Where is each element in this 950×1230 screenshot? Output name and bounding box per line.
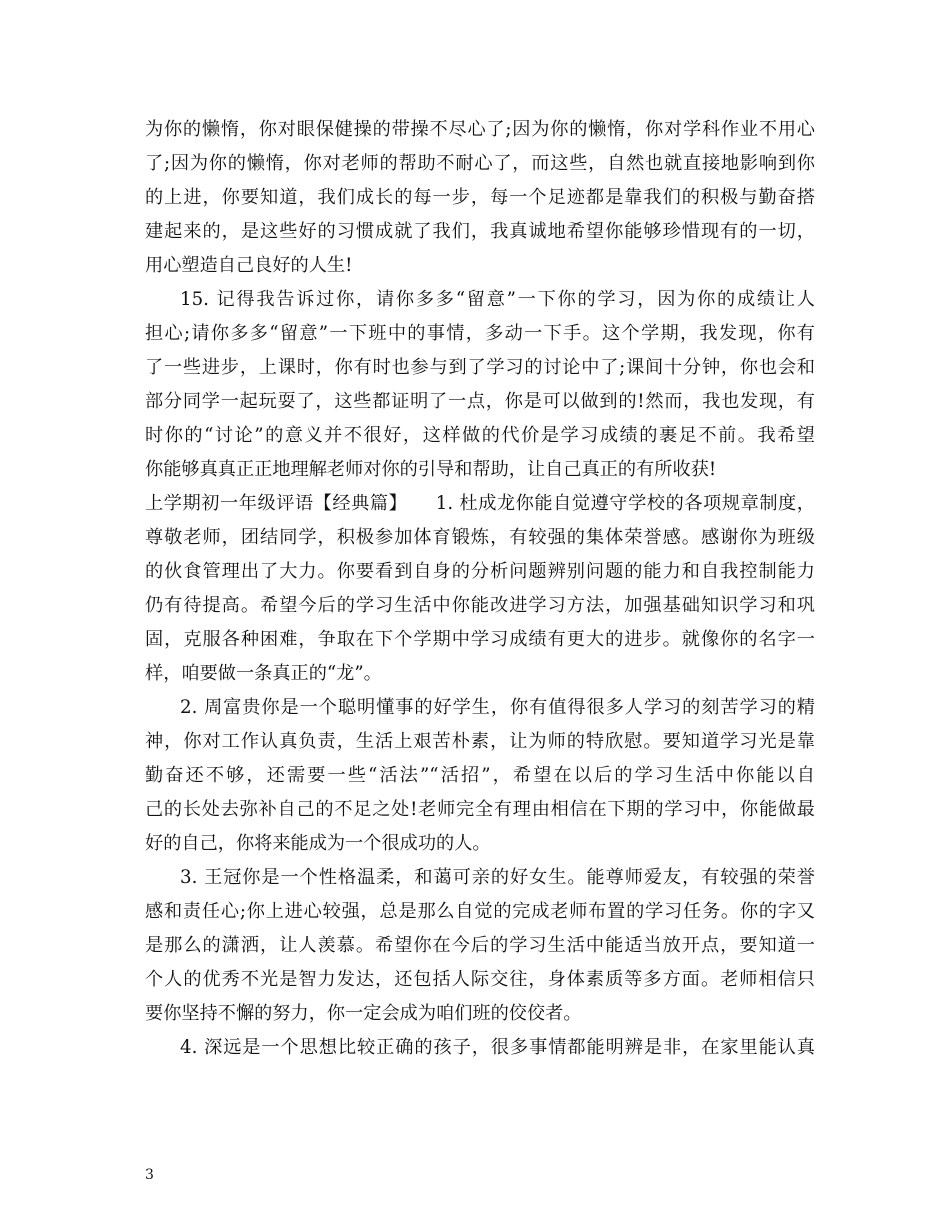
paragraph-4-start: 4. 深远是一个思想比较正确的孩子，很多事情都能明辨是非，在家里能认真 bbox=[180, 1037, 815, 1058]
text-line: 勤奋还不够，还需要一些“活法”“活招”，希望在以后的学习生活中你能以自 bbox=[145, 765, 815, 786]
text-line: 部分同学一起玩耍了，这些都证明了一点，你是可以做到的!然而，我也发现，有 bbox=[145, 391, 815, 412]
text-line: 用心塑造自己良好的人生! bbox=[145, 255, 353, 276]
text-line: 固，克服各种困难，争取在下个学期中学习成绩有更大的进步。就像你的名字一 bbox=[145, 629, 815, 650]
text-line: 的伙食管理出了大力。你要看到自身的分析问题辨别问题的能力和自我控制能力 bbox=[145, 561, 815, 582]
text-line: 担心;请你多多“留意”一下班中的事情，多动一下手。这个学期，我发现，你有 bbox=[145, 323, 815, 344]
section-heading-line: 上学期初一年级评语【经典篇】 1. 杜成龙你能自觉遵守学校的各项规章制度， bbox=[145, 493, 815, 514]
text-line: 感和责任心;你上进心较强，总是那么自觉的完成老师布置的学习任务。你的字又 bbox=[145, 901, 815, 922]
text-line: 神，你对工作认真负责，生活上艰苦朴素，让为师的特欣慰。要知道学习光是靠 bbox=[145, 731, 815, 752]
text-line: 好的自己，你将来能成为一个很成功的人。 bbox=[145, 833, 491, 854]
text-line: 了;因为你的懒惰，你对老师的帮助不耐心了，而这些，自然也就直接地影响到你 bbox=[145, 153, 815, 174]
text-line: 为你的懒惰，你对眼保健操的带操不尽心了;因为你的懒惰，你对学科作业不用心 bbox=[145, 119, 815, 140]
paragraph-15-start: 15. 记得我告诉过你，请你多多“留意”一下你的学习，因为你的成绩让人 bbox=[180, 289, 815, 310]
text-line: 的上进，你要知道，我们成长的每一步，每一个足迹都是靠我们的积极与勤奋搭 bbox=[145, 187, 815, 208]
text-line: 个人的优秀不光是智力发达，还包括人际交往，身体素质等多方面。老师相信只 bbox=[145, 969, 815, 990]
paragraph-2-start: 2. 周富贵你是一个聪明懂事的好学生，你有值得很多人学习的刻苦学习的精 bbox=[180, 697, 815, 718]
text-line: 是那么的潇洒，让人羡慕。希望你在今后的学习生活中能适当放开点，要知道一 bbox=[145, 935, 815, 956]
text-line: 样，咱要做一条真正的“龙”。 bbox=[145, 663, 382, 684]
text-line: 尊敬老师，团结同学，积极参加体育锻炼，有较强的集体荣誉感。感谢你为班级 bbox=[145, 527, 815, 548]
text-line: 了一些进步，上课时，你有时也参与到了学习的讨论中了;课间十分钟，你也会和 bbox=[145, 357, 815, 378]
text-line: 你能够真真正正地理解老师对你的引导和帮助，让自己真正的有所收获! bbox=[145, 459, 717, 480]
paragraph-3-start: 3. 王冠你是一个性格温柔，和蔼可亲的好女生。能尊师爱友，有较强的荣誉 bbox=[180, 867, 815, 888]
text-line: 时你的“讨论”的意义并不很好，这样做的代价是学习成绩的裹足不前。我希望 bbox=[145, 425, 815, 446]
text-line: 要你坚持不懈的努力，你一定会成为咱们班的佼佼者。 bbox=[145, 1003, 582, 1024]
page-number: 3 bbox=[145, 1167, 154, 1183]
text-line: 己的长处去弥补自己的不足之处!老师完全有理由相信在下期的学习中，你能做最 bbox=[145, 799, 815, 820]
text-line: 仍有待提高。希望今后的学习生活中你能改进学习方法，加强基础知识学习和巩 bbox=[145, 595, 815, 616]
text-line: 建起来的，是这些好的习惯成就了我们，我真诚地希望你能够珍惜现有的一切， bbox=[145, 221, 815, 242]
